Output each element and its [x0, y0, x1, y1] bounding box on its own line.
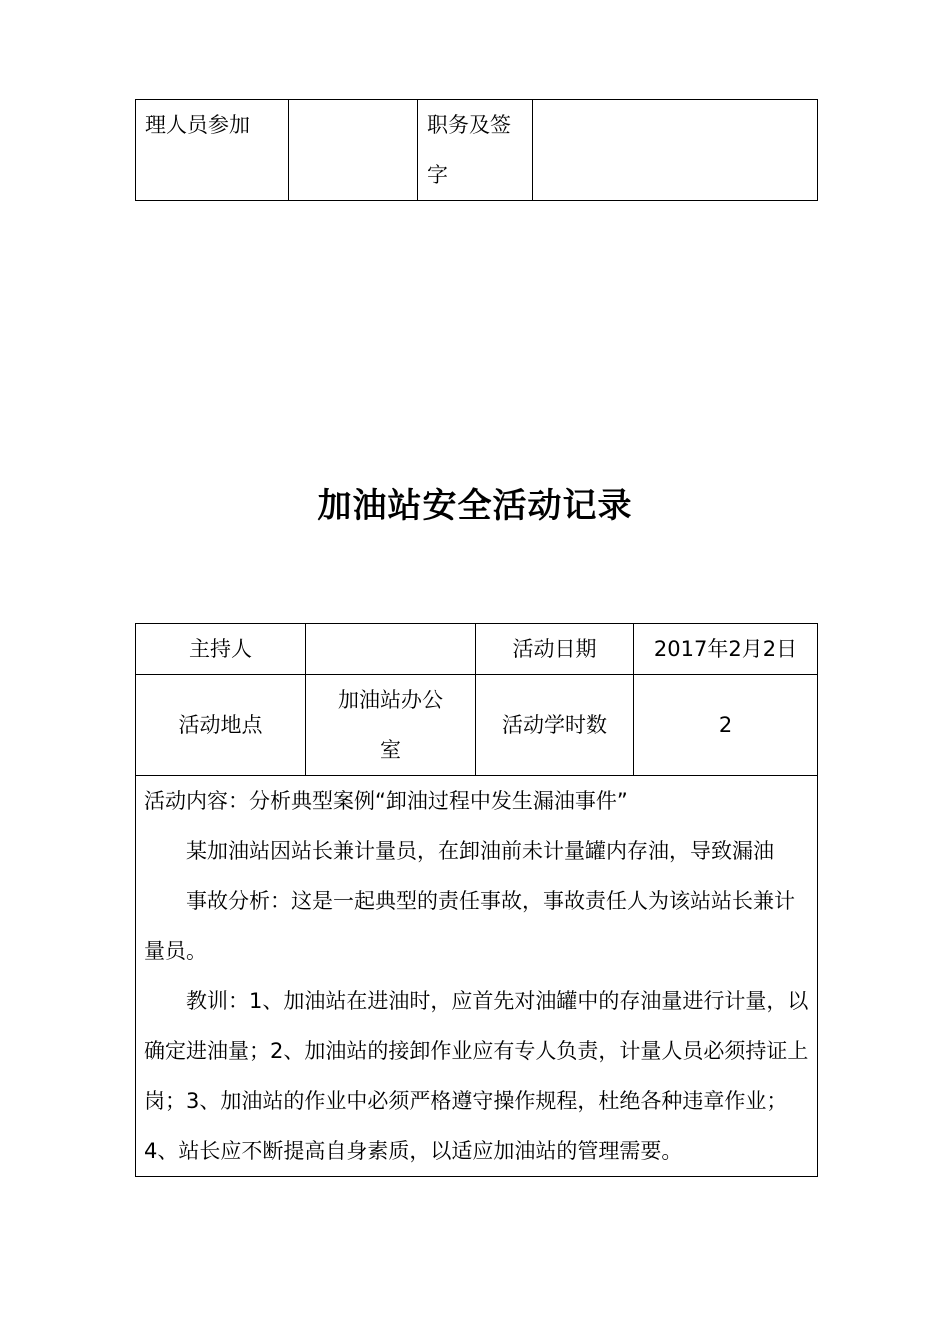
document-title: 加油站安全活动记录: [317, 486, 633, 526]
date-value: 2017年2月2日: [634, 624, 818, 675]
content-heading: 活动内容：分析典型案例“卸油过程中发生漏油事件”: [144, 789, 628, 813]
hours-value: 2: [634, 675, 818, 776]
host-value: [306, 624, 476, 675]
position-signature-value: [533, 100, 818, 201]
case-description: 某加油站因站长兼计量员，在卸油前未计量罐内存油，导致漏油: [186, 839, 774, 863]
participants-value: [289, 100, 418, 201]
position-signature-label: 职务及签字: [418, 100, 533, 201]
host-label: 主持人: [136, 624, 306, 675]
date-label: 活动日期: [476, 624, 634, 675]
accident-analysis: 事故分析：这是一起典型的责任事故，事故责任人为该站站长兼计量员。: [144, 889, 795, 963]
lessons-learned: 教训：1、加油站在进油时，应首先对油罐中的存油量进行计量，以确定进油量；2、加油站的接卸作业应有专人负责，计量人员必须持证上岗；3、加油站的作业中必须严格遵守操作规程，杜绝各种违章作业；4、站长应不断提高自身素质，以适应加油站的管理需要。: [144, 989, 809, 1163]
participants-label: 理人员参加: [136, 100, 289, 201]
activity-record-table: [135, 623, 818, 1177]
location-value: 加油站办公室: [306, 675, 476, 776]
location-label: 活动地点: [136, 675, 306, 776]
signature-table: [135, 99, 818, 201]
hours-label: 活动学时数: [476, 675, 634, 776]
activity-content: [136, 776, 818, 1177]
